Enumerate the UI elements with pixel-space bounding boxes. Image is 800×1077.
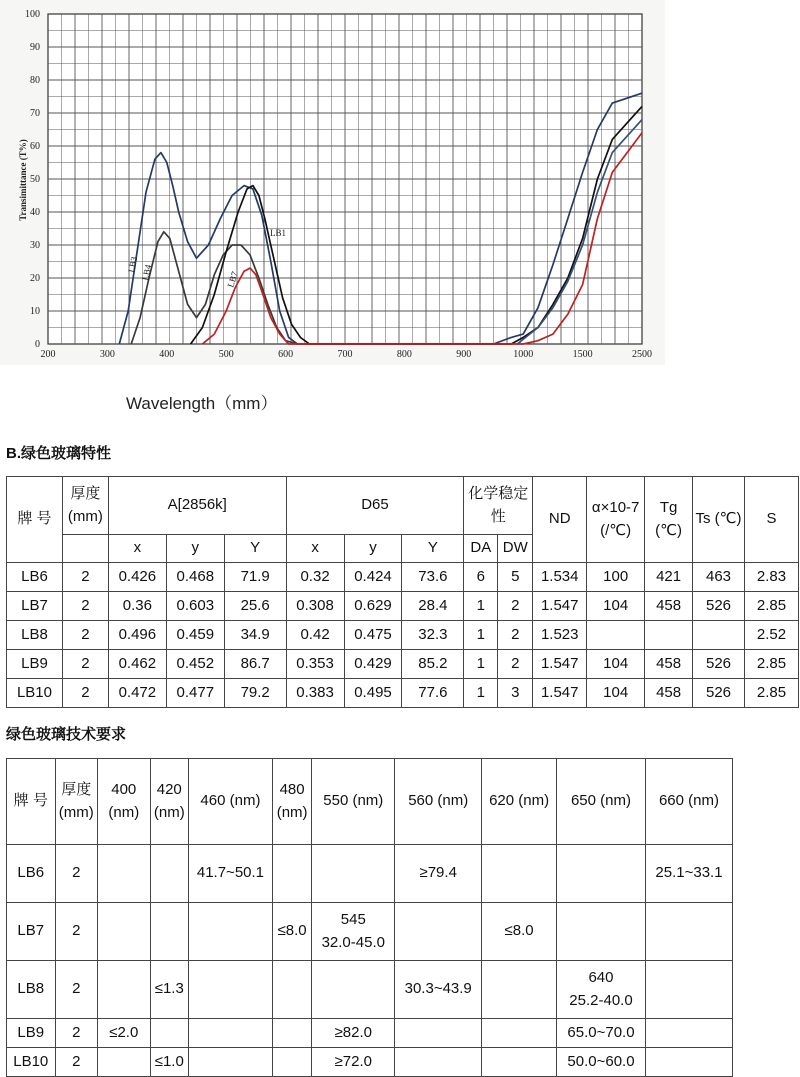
table1-cell: LB7 [7,592,63,621]
x-tick-label: 1000 [513,349,534,360]
table1-cell: 458 [645,592,693,621]
table1-cell: 0.468 [166,563,224,592]
t2-header-660: 660 (nm) [645,759,732,845]
table2-cell: 25.1~33.1 [645,845,732,903]
table2-cell: 640 25.2-40.0 [557,961,646,1019]
table1-row [7,621,799,650]
x-tick-labels [41,349,653,360]
table2-cell [482,1019,557,1048]
table1-cell: 3 [498,679,533,708]
table2-cell [188,903,272,961]
table1-cell: 1.547 [533,592,587,621]
table2-cell [557,903,646,961]
table1-cell [645,621,693,650]
table1-cell: 0.452 [166,650,224,679]
table2-cell [395,1019,482,1048]
table1-cell: 0.472 [108,679,166,708]
t1-header-chem-stability: 化学稳定性 [464,477,533,535]
table1-cell: 77.6 [402,679,464,708]
y-tick-label: 60 [30,141,40,152]
table1-cell: 28.4 [402,592,464,621]
table2-cell [645,1048,732,1077]
series-label-lb7: LB7 [225,270,240,289]
y-tick-label: 10 [30,306,40,317]
table2-cell [272,1048,311,1077]
table2-cell [150,903,188,961]
table1-cell: 1 [464,592,498,621]
table2-cell: 30.3~43.9 [395,961,482,1019]
table2-cell [395,1048,482,1077]
table1-cell: 71.9 [224,563,286,592]
table1-cell: 0.603 [166,592,224,621]
table1-cell: 86.7 [224,650,286,679]
table1-cell: 1.523 [533,621,587,650]
t1-sub-d65-Y: Y [402,535,464,563]
table2-cell: ≤8.0 [272,903,311,961]
table1-cell: 0.629 [344,592,402,621]
table2-row [7,961,733,1019]
table2-body [7,845,733,1077]
x-axis-label: Wavelength（mm） [126,394,278,413]
table1-cell: 2.52 [744,621,798,650]
t1-header-s: S [744,477,798,563]
table1-cell: 0.308 [286,592,344,621]
table2-cell [272,1019,311,1048]
t1-header-tg: Tg (℃) [645,477,693,563]
t1-header-a2856k: A[2856k] [108,477,286,535]
table1-cell: 421 [645,563,693,592]
t1-header-thickness: 厚度 (mm) [62,477,108,535]
t2-header-650: 650 (nm) [557,759,646,845]
table2-header-row [7,759,733,845]
y-tick-label: 30 [30,240,40,251]
table1-cell: 1 [464,679,498,708]
glass-requirements-table [6,758,733,1077]
y-tick-label: 90 [30,42,40,53]
table2-cell [395,903,482,961]
y-tick-label: 20 [30,273,40,284]
table1-cell [587,621,645,650]
table2-cell: LB8 [7,961,56,1019]
table1-cell: 104 [587,679,645,708]
table1-cell: 73.6 [402,563,464,592]
table2-cell [312,845,395,903]
table1-cell: 1 [464,621,498,650]
t2-header-400: 400 (nm) [97,759,150,845]
t1-header-alpha: α×10-7 (/℃) [587,477,645,563]
t2-header-420: 420 (nm) [150,759,188,845]
table1-cell: 0.475 [344,621,402,650]
chart-canvas [0,0,665,365]
y-tick-label: 100 [25,9,40,20]
table1-cell: 2 [62,650,108,679]
table1-cell: 2 [62,592,108,621]
table1-cell: 2 [498,650,533,679]
table1-cell: 34.9 [224,621,286,650]
table1-cell: LB6 [7,563,63,592]
table2-cell: LB10 [7,1048,56,1077]
table2-cell: ≥72.0 [312,1048,395,1077]
table1-cell: 2.83 [744,563,798,592]
table1-cell: 0.496 [108,621,166,650]
table1-cell: 0.424 [344,563,402,592]
table1-cell: LB10 [7,679,63,708]
table1-cell: 458 [645,679,693,708]
table1-cell: 458 [645,650,693,679]
table1-row [7,563,799,592]
t1-sub-dw: DW [498,535,533,563]
t1-sub-a-Y: Y [224,535,286,563]
table2-cell [188,1048,272,1077]
table1-cell: 526 [693,650,745,679]
y-tick-label: 80 [30,75,40,86]
t2-header-brand: 牌 号 [7,759,56,845]
table2-cell: ≥82.0 [312,1019,395,1048]
x-tick-label: 400 [159,349,175,360]
table1-cell: 0.426 [108,563,166,592]
x-tick-label: 800 [396,349,412,360]
x-tick-label: 900 [456,349,472,360]
table2-cell: ≤1.3 [150,961,188,1019]
t2-header-460: 460 (nm) [188,759,272,845]
table2-cell [482,961,557,1019]
y-tick-label: 0 [35,339,40,350]
transmittance-chart [0,0,665,365]
table1-cell: LB8 [7,621,63,650]
table1-cell: 0.477 [166,679,224,708]
table2-cell: ≤1.0 [150,1048,188,1077]
x-tick-label: 700 [337,349,353,360]
table1-cell: 2 [62,563,108,592]
chart-grid [48,14,642,344]
table2-cell: 2 [55,1019,97,1048]
table1-cell: 2 [62,679,108,708]
y-tick-label: 70 [30,108,40,119]
table2-cell: 50.0~60.0 [557,1048,646,1077]
table2-cell [645,1019,732,1048]
y-tick-label: 50 [30,174,40,185]
table2-cell: 2 [55,961,97,1019]
table1-cell: 463 [693,563,745,592]
t1-sub-a-x: x [108,535,166,563]
table2-cell [97,961,150,1019]
y-axis-label: Transimittance (T%) [18,139,28,221]
table2-cell [188,1019,272,1048]
table1-cell: 0.32 [286,563,344,592]
table1-cell: 0.459 [166,621,224,650]
table1-cell: LB9 [7,650,63,679]
table1-cell: 2 [62,621,108,650]
table2-cell: LB6 [7,845,56,903]
t2-header-550: 550 (nm) [312,759,395,845]
series-label-lb4: LB4 [140,263,154,282]
table2-cell: 2 [55,903,97,961]
series-label-lb3: LB3 [126,255,140,274]
t1-sub-empty [62,535,108,563]
x-tick-label: 500 [218,349,234,360]
t2-header-thickness: 厚度 (mm) [55,759,97,845]
table2-cell: ≤8.0 [482,903,557,961]
table1-cell: 0.42 [286,621,344,650]
table1-cell: 104 [587,592,645,621]
table1-cell: 2.85 [744,679,798,708]
table2-cell [97,1048,150,1077]
table1-row [7,650,799,679]
table1-row [7,592,799,621]
table2-cell [150,845,188,903]
section-b-title: B.绿色玻璃特性 [6,445,112,462]
t2-header-480: 480 (nm) [272,759,311,845]
table1-cell: 32.3 [402,621,464,650]
table1-cell: 79.2 [224,679,286,708]
table1-cell: 0.383 [286,679,344,708]
table2-row [7,845,733,903]
table2-cell [150,1019,188,1048]
x-tick-label: 2500 [632,349,652,360]
t1-sub-d65-y: y [344,535,402,563]
table1-cell: 85.2 [402,650,464,679]
t1-sub-da: DA [464,535,498,563]
table2-cell: 2 [55,845,97,903]
table2-row [7,1019,733,1048]
table1-cell: 0.495 [344,679,402,708]
table1-cell: 526 [693,679,745,708]
table2-cell [557,845,646,903]
table1-body [7,563,799,708]
table2-cell [188,961,272,1019]
table1-cell: 1.534 [533,563,587,592]
table2-row [7,903,733,961]
table1-cell: 0.429 [344,650,402,679]
table2-cell [97,845,150,903]
glass-properties-table [6,476,799,708]
table2-cell [97,903,150,961]
x-tick-label: 1500 [572,349,593,360]
x-tick-label: 300 [99,349,115,360]
t1-header-ts: Ts (℃) [693,477,745,563]
table2-cell [482,1048,557,1077]
t1-sub-a-y: y [166,535,224,563]
x-tick-label: 600 [278,349,294,360]
table2-cell [272,961,311,1019]
t2-header-620: 620 (nm) [482,759,557,845]
table1-cell: 2 [498,592,533,621]
table2-cell [645,903,732,961]
table1-header-row [7,477,799,535]
table2-cell: 2 [55,1048,97,1077]
table1-cell: 0.462 [108,650,166,679]
section-c-title: 绿色玻璃技术要求 [6,726,127,743]
table2-cell: 41.7~50.1 [188,845,272,903]
t2-header-560: 560 (nm) [395,759,482,845]
table2-cell [312,961,395,1019]
t1-sub-d65-x: x [286,535,344,563]
table1-cell: 25.6 [224,592,286,621]
table1-cell: 526 [693,592,745,621]
table2-cell: ≤2.0 [97,1019,150,1048]
table1-cell: 2.85 [744,592,798,621]
table1-cell: 0.353 [286,650,344,679]
table2-cell: LB7 [7,903,56,961]
table1-cell: 1.547 [533,650,587,679]
table1-cell: 2.85 [744,650,798,679]
table2-cell: 65.0~70.0 [557,1019,646,1048]
table1-cell: 0.36 [108,592,166,621]
t1-header-nd: ND [533,477,587,563]
table1-cell: 2 [498,621,533,650]
t1-header-brand: 牌 号 [7,477,63,563]
y-tick-label: 40 [30,207,40,218]
table2-cell: 545 32.0-45.0 [312,903,395,961]
table2-cell: ≥79.4 [395,845,482,903]
table1-cell: 100 [587,563,645,592]
table1-cell: 6 [464,563,498,592]
x-tick-label: 200 [40,349,56,360]
table2-cell: LB9 [7,1019,56,1048]
table1-cell: 104 [587,650,645,679]
table2-cell [272,845,311,903]
table1-cell: 1.547 [533,679,587,708]
table2-row [7,1048,733,1077]
table2-cell [482,845,557,903]
table1-cell: 1 [464,650,498,679]
t1-header-d65: D65 [286,477,464,535]
table1-cell: 5 [498,563,533,592]
table1-cell [693,621,745,650]
table1-row [7,679,799,708]
series-label-lb1: LB1 [270,228,287,238]
table2-cell [645,961,732,1019]
